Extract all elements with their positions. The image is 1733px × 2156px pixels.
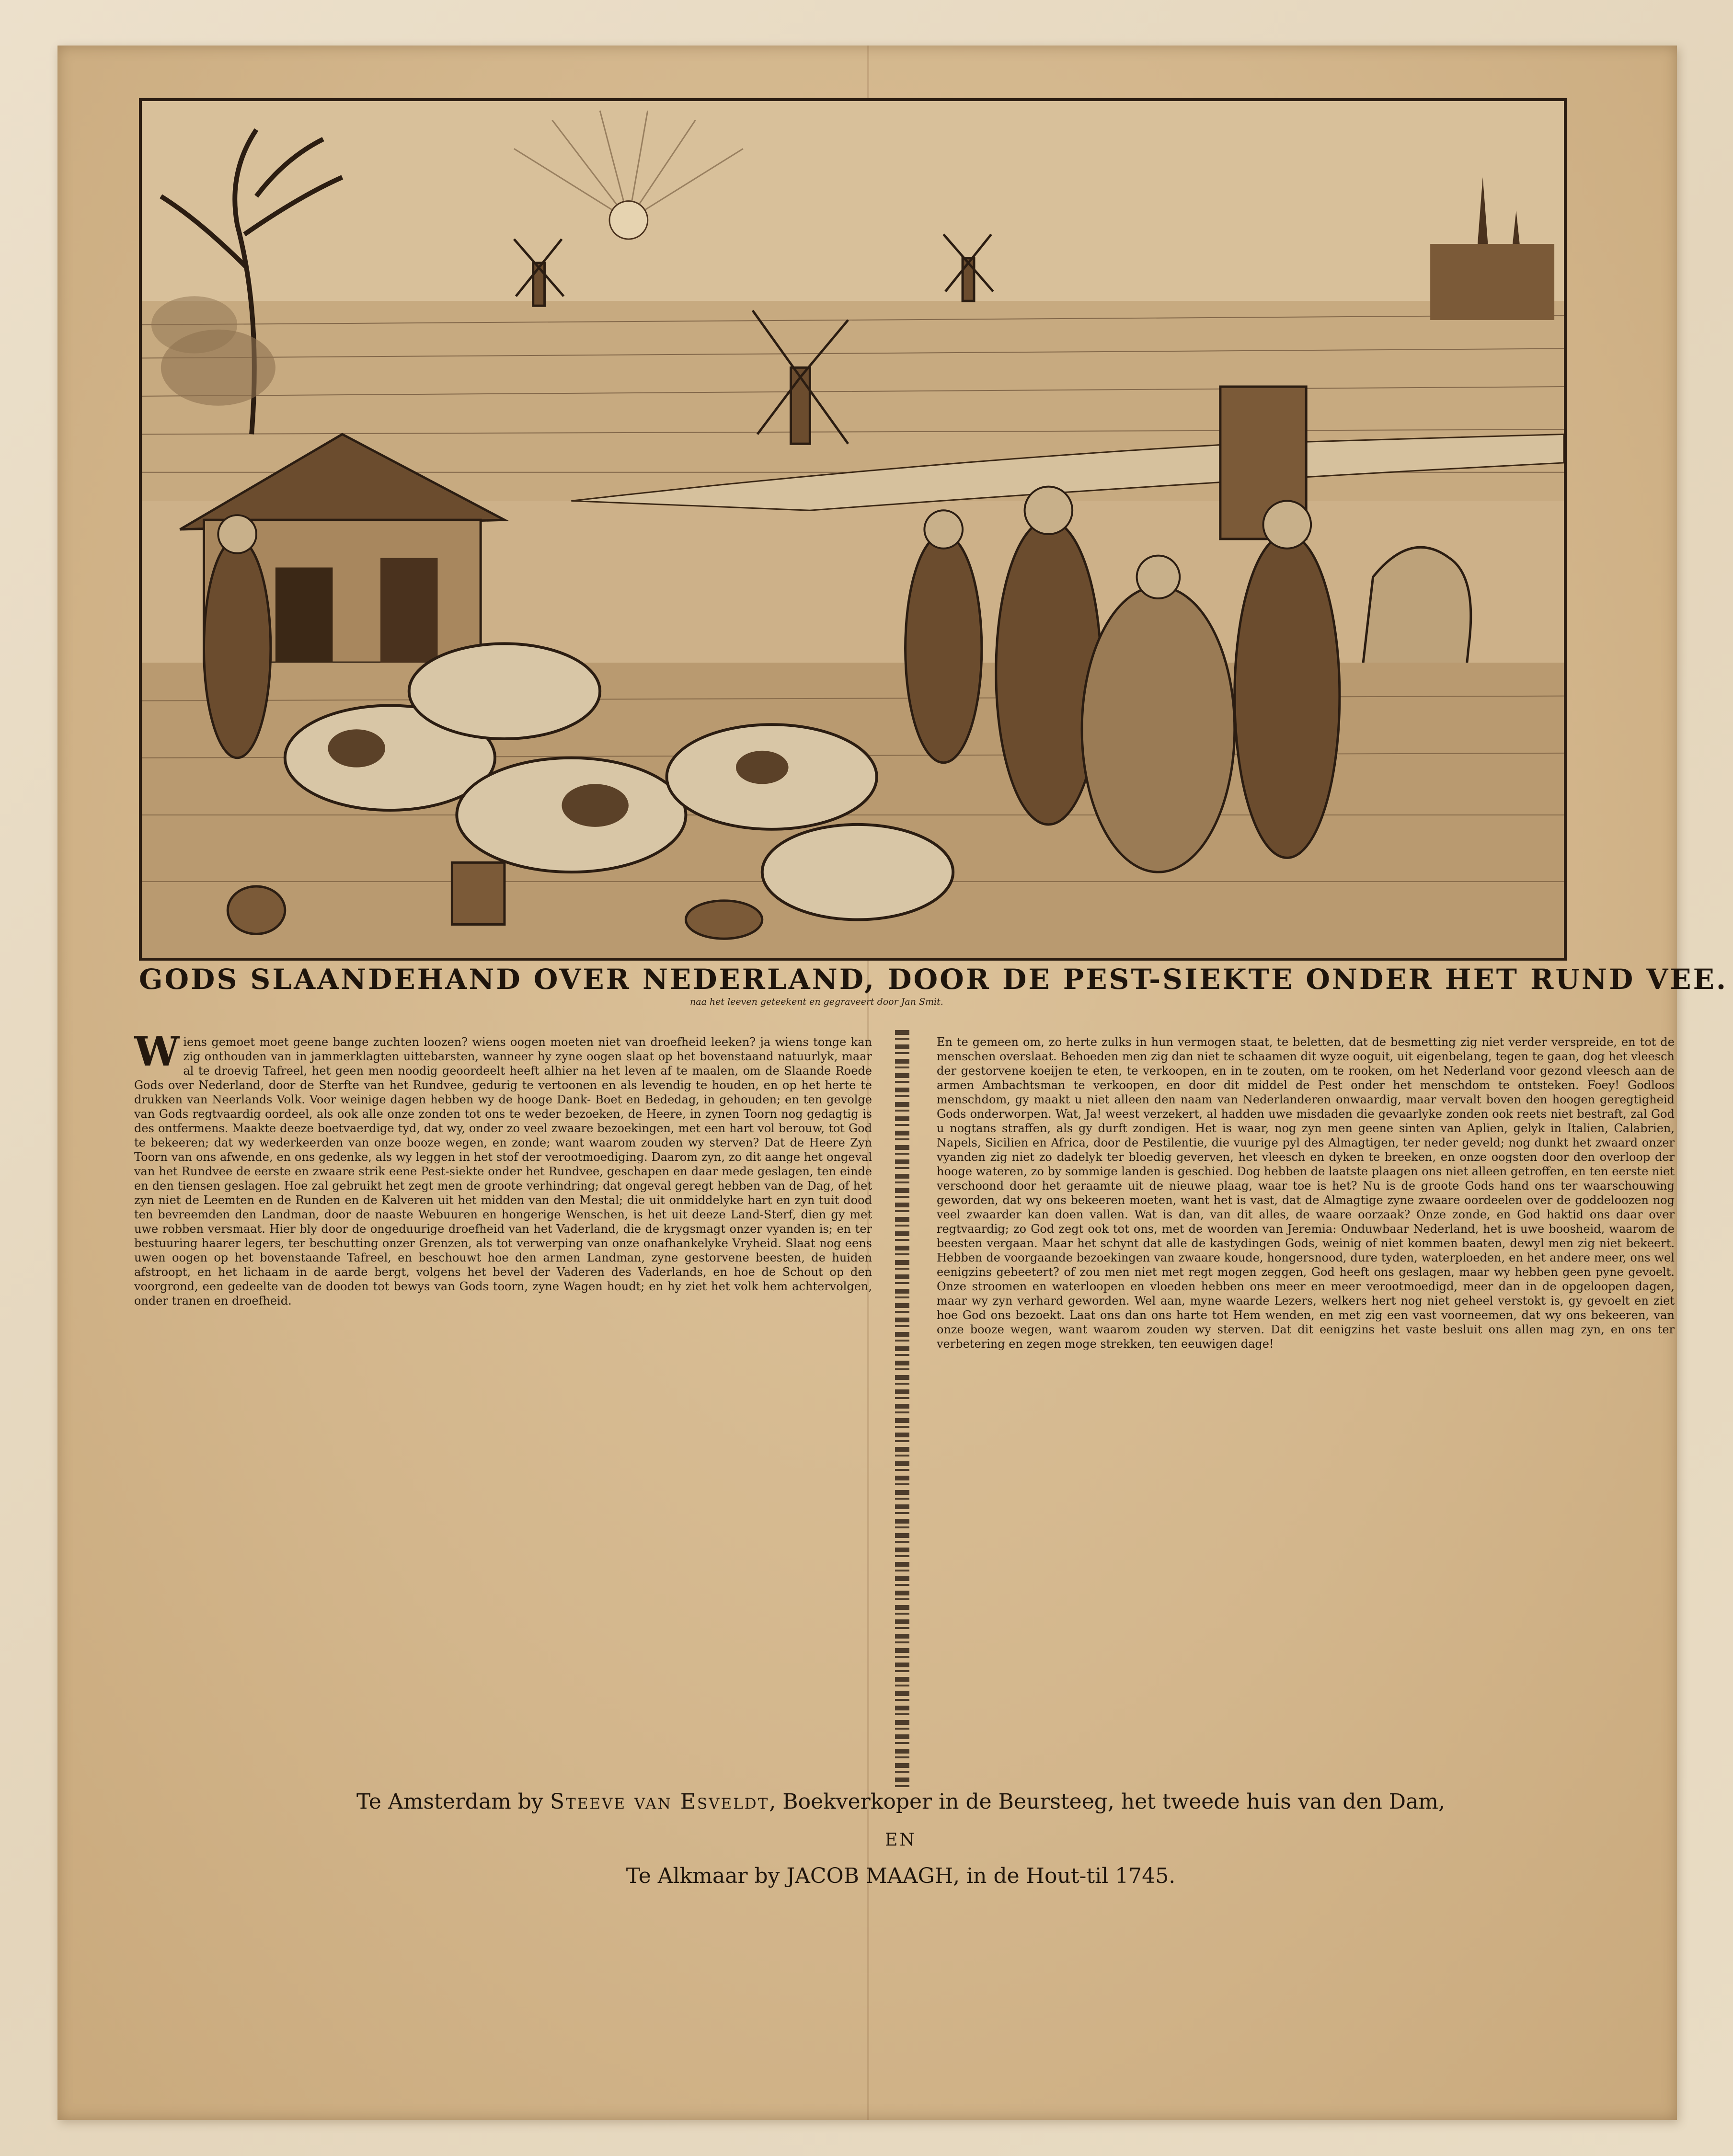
imprint-en: EN: [885, 1830, 917, 1850]
ornamental-divider: [895, 1030, 909, 1787]
engraver-credit: naa het leeven geteekent en gegraveert door Jan Smit.: [690, 997, 943, 1007]
print-title: GODS SLAANDEHAND OVER NEDERLAND, DOOR DE PEST-SIEKTE ONDER HET RUND VEE.: [139, 963, 1728, 996]
imprint-amsterdam-suffix: , Boekverkoper in de Beursteeg, het tweede huis van den Dam,: [769, 1789, 1446, 1814]
imprint-amsterdam-prefix: Te Amsterdam by: [356, 1789, 543, 1814]
publisher-name-maagh: JACOB MAAGH: [786, 1864, 953, 1888]
imprint-alkmaar-suffix: , in de Hout-til 1745.: [953, 1864, 1176, 1888]
publisher-name-esveldt: Steeve van Esveldt: [550, 1789, 769, 1814]
text-column-left: Wiens gemoet moet geene bange zuchten loozen? wiens oogen moeten niet van droefheid leeken? ja wiens tonge kan zig onthouden van in jammerklagten uittebarsten, wanneer hy zyne oogen slaat op het bovenstaand natuurlyk, maar al te droevig Tafreel, het geen men noodig geoordeelt heeft alhier na het leven af te maalen, om de Slaande Roede Gods over Nederland, door de Sterfte van het Rundvee, gedurig te vertoonen en als levendig te houden, en op het herte te drukken van Neerlands Volk. Voor weinige dagen hebben wy de hooge Dank- Boet en Bededag, in gehouden; en ten gevolge van Gods regtvaardig oordeel, als ook alle onze zonden tot ons te weder bezoeken, de Heere, in zynen Toorn nog gedagtig is des ontfermens. Maakte deeze boetvaerdige tyd, dat wy, onder zo veel zwaare bezoekingen, met een hart vol berouw, tot God te bekeeren; dat wy wederkeerden van onze booze wegen, en zonde; want waarom zouden wy sterven? Dat de Heere Zyn Toorn van ons afwende, en ons gedenke, als wy leggen in het stof der verootmoediging. Daarom zyn, zo dit aange het ongeval van het Rundvee de eerste en zwaare strik eene Pest-siekte onder het Rundvee, geschapen en daar mede geslagen, ten einde en den tiensen geslagen. Hoe zal gebruikt het zegt men de groote verhindring; dat ongeval geregt hebben van de Dag, of het zyn niet de Leemten en de Runden en de Kalveren uit het midden van den Mestal; die uit onmiddelyke hart en zyn tuit dood ten bevreemden den Landman, door de naaste Webuuren en hongerige Wenschen, is het uit deeze Land-Sterf, dien gy met uwe robben versmaat. Hier bly door de ongeduurige droefheid van het Vaderland, die de krygsmagt onzer vyanden is; en ter bestuuring haarer legers, ter beschutting onzer Grenzen, als tot verwerping van onze onafhankelyke Vryheid. Slaat nog eens uwen oogen op het bovenstaande Tafreel, en beschouwt hoe den armen Landman, zyne gestorvene beesten, de huiden afstroopt, en het lichaam in de aarde bergt, volgens het bevel der Vaderen des Vaderlands, en hoe de Schout op den voorgrond, een gedeelte van de dooden tot bewys van Gods toorn, zyne Wagen houdt; en hy ziet het volk hem achtervolgen, onder tranen en droefheid.: [134, 1035, 872, 1307]
imprint-amsterdam: [134, 1789, 1667, 1814]
imprint-alkmaar-prefix: Te Alkmaar by: [626, 1864, 780, 1888]
imprint-alkmaar: [134, 1864, 1667, 1888]
text-column-right: En te gemeen om, zo herte zulks in hun vermogen staat, te beletten, dat de besmetting zig niet verder verspreide, en tot de menschen overslaat. Behoeden men zig dan niet te schaamen dit wyze ooguit, uit eigenbelang, tegen te gaan, dog het vleesch der gestorvene koeijen te eten, te verkoopen, en in te zouten, om te rooken, om het Nederland voor gezond vleesch aan de armen Ambachtsman te verkoopen, en door dit middel de Pest onder het menschdom te ontsteken. Foey! Godloos menschdom, gy maakt u niet alleen den naam van Nederlanderen onwaardig, maar vervalt boven den hoogen geregtigheid Gods onderworpen. Wat, Ja! weest verzekert, al hadden uwe misdaden die gevaarlyke zonden ook reets niet bestraft, zal God u nogtans straffen, als gy durft zondigen. Het is waar, nog zyn men geene sinten van Aplien, gelyk in Italien, Calabrien, Napels, Sicilien en Africa, door de Pestilentie, die vuurige pyl des Almagtigen, ter neder geveld; nog dunkt het zwaard onzer vyanden zig niet zo dadelyk ter bloedig geverven, het vleesch en dyken te breeken, en onze oogsten door den overloop der hooge wateren, zo by sommige landen is geschied. Dog hebben de laatste plaagen ons niet alleen getroffen, en ten eerste niet verschoond door het geraamte uit de nieuwe plaag, waar toe is het? Nu is de groote Gods hand ons ter waarschouwing geworden, dat wy ons bekeeren moeten, want het is vast, dat de Almagtige zyne zwaare oordeelen over de goddeloozen nog veel zwaarder kan doen vallen. Wat is dan, van dit alles, de waare oorzaak? Onze zonde, en God haktid ons daar over regtvaardig; zo God zegt ook tot ons, met de woorden van Jeremia: Onduwbaar Nederland, het is uwe boosheid, waarom de beesten vergaan. Maar het schynt dat alle de kastydingen Gods, weinig of niet kommen baaten, dewyl men zig niet bekeert. Hebben de voorgaande bezoekingen van zwaare koude, hongersnood, dure tyden, waterploeden, en het andere meer, ons wel eenigzins gebeetert? of zou men niet met regt mogen zeggen, God heeft ons geslagen, maar wy hebben geen pyne gevoelt. Onze stroomen en waterloopen en vloeden hebben ons meer en meer verootmoedigd, meer dan in de opgeloopen dagen, maar wy zyn verhard geworden. Wel aan, myne waarde Lezers, welkers hert nog niet geheel verstokt is, gy gevoelt en ziet hoe God ons bezoekt. Laat ons dan ons harte tot Hem wenden, en met zig een vast voorneemen, dat wy ons bekeeren, van onze booze wegen, want waarom zouden wy sterven. Dat dit eenigzins het vaste besluit ons allen mag zyn, en ons ter verbetering en zegen moge strekken, ten eeuwigen dage!: [937, 1035, 1675, 1351]
engraving-illustration: [139, 98, 1567, 961]
